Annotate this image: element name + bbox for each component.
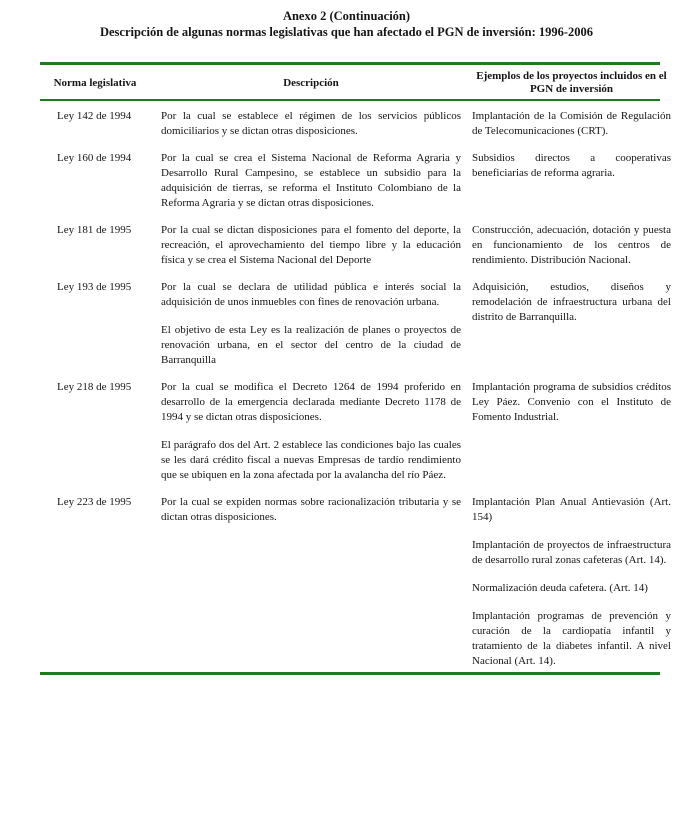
descripcion-paragraph: Por la cual se declara de utilidad pública e interés social la adquisición de unos inmuebles con fines de renovación urbana.: [161, 281, 461, 308]
document-title: [0, 0, 693, 40]
table-row: [40, 495, 671, 669]
title-line-annex: Anexo 2 (Continuación): [282, 9, 411, 23]
norma-cell: Ley 223 de 1995: [57, 496, 132, 508]
descripcion-paragraph: Por la cual se dictan disposiciones para el fomento del deporte, la recreación, el aprovechamiento del tiempo libre y la educación física y se crea el Sistema Nacional del Deporte: [161, 224, 461, 266]
norma-cell: Ley 218 de 1995: [57, 381, 132, 393]
column-header-ejemplos: Ejemplos de los proyectos incluidos en el PGN de inversión: [476, 70, 667, 95]
norma-cell: Ley 142 de 1994: [57, 110, 132, 122]
table-body: [40, 101, 671, 675]
descripcion-paragraph: Por la cual se crea el Sistema Nacional de Reforma Agraria y Desarrollo Rural Campesino, se establece un subsidio para la adquisición de tierras, se reforma el Instituto Colombiano de la Reforma Agraria y se dictan otras disposiciones.: [161, 152, 461, 209]
ejemplos-cell: [472, 495, 671, 669]
ejemplos-paragraph: Adquisición, estudios, diseños y remodelación de infraestructura urbana del distrito de Barranquilla.: [472, 281, 671, 323]
table-header-row: [40, 62, 667, 101]
norma-cell: Ley 160 de 1994: [57, 152, 132, 164]
ejemplos-paragraph: Normalización deuda cafetera. (Art. 14): [472, 582, 648, 594]
descripcion-paragraph: El parágrafo dos del Art. 2 establece las condiciones bajo las cuales se les dará crédito fiscal a nuevas Empresas de tardío rendimiento que se ubiquen en la zona afectada por la avalancha del río Páez.: [161, 439, 461, 481]
descripcion-cell: [161, 223, 461, 268]
ejemplos-paragraph: Implantación de proyectos de infraestructura de desarrollo rural zonas cafeteras (Art. 14).: [472, 539, 671, 566]
ejemplos-cell: [472, 280, 671, 368]
title-line-description: Descripción de algunas normas legislativas que han afectado el PGN de inversión: 1996-2006: [99, 25, 594, 39]
column-header-norma-legislativa: Norma legislativa: [53, 76, 137, 89]
table-row: [40, 223, 671, 268]
ejemplos-cell: [472, 109, 671, 139]
descripcion-paragraph: Por la cual se modifica el Decreto 1264 de 1994 proferido en desarrollo de la emergencia declarada mediante Decreto 1178 de 1994 y se dictan otras disposiciones.: [161, 381, 461, 423]
descripcion-cell: [161, 151, 461, 211]
table-row: [40, 109, 671, 139]
ejemplos-paragraph: Implantación programa de subsidios créditos Ley Páez. Convenio con el Instituto de Fomento Industrial.: [472, 381, 671, 423]
ejemplos-paragraph: Implantación programas de prevención y curación de la cardiopatía infantil y tratamiento de la diabetes infantil. A nivel Nacional (Art. 14).: [472, 610, 671, 667]
descripcion-cell: [161, 280, 461, 368]
ejemplos-paragraph: Subsidios directos a cooperativas beneficiarias de reforma agraria.: [472, 152, 671, 179]
legislation-table: [40, 62, 671, 675]
ejemplos-paragraph: Construcción, adecuación, dotación y puesta en funcionamiento de los centros de rendimiento. Distribución Nacional.: [472, 224, 671, 266]
norma-cell: Ley 193 de 1995: [57, 281, 132, 293]
table-row: [40, 280, 671, 368]
ejemplos-cell: [472, 151, 671, 211]
descripcion-paragraph: Por la cual se expiden normas sobre racionalización tributaria y se dictan otras disposiciones.: [161, 496, 461, 523]
norma-cell: Ley 181 de 1995: [57, 224, 132, 236]
ejemplos-paragraph: Implantación Plan Anual Antievasión (Art. 154): [472, 496, 671, 523]
ejemplos-cell: [472, 223, 671, 268]
descripcion-cell: [161, 495, 461, 669]
ejemplos-paragraph: Implantación de la Comisión de Regulación de Telecomunicaciones (CRT).: [472, 110, 671, 137]
table-row: [40, 151, 671, 211]
descripcion-paragraph: Por la cual se establece el régimen de los servicios públicos domiciliarios y se dictan otras disposiciones.: [161, 110, 461, 137]
ejemplos-cell: [472, 380, 671, 483]
column-header-descripcion: Descripción: [283, 76, 339, 89]
descripcion-cell: [161, 109, 461, 139]
descripcion-paragraph: El objetivo de esta Ley es la realización de planes o proyectos de renovación urbana, en el sector del centro de la ciudad de Barranquilla: [161, 324, 461, 366]
table-row: [40, 380, 671, 483]
descripcion-cell: [161, 380, 461, 483]
